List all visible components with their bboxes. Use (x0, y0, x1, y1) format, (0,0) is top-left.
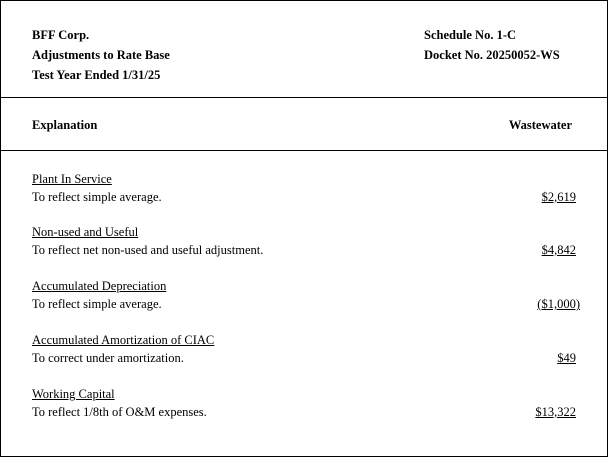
entry-title: Non-used and Useful (32, 225, 139, 239)
adjustment-entry (32, 170, 576, 206)
test-year: Test Year Ended 1/31/25 (32, 68, 161, 82)
company-name: BFF Corp. (32, 28, 90, 42)
entry-amount: $13,322 (535, 405, 576, 419)
entry-description: To reflect 1/8th of O&M expenses. (32, 405, 207, 419)
entry-description: To reflect simple average. (32, 297, 162, 311)
schedule-title: Adjustments to Rate Base (32, 48, 170, 62)
entry-title: Accumulated Depreciation (32, 279, 167, 293)
entry-description: To correct under amortization. (32, 351, 184, 365)
adjustment-entry (32, 331, 576, 367)
entry-title: Working Capital (32, 387, 115, 401)
entry-description: To reflect simple average. (32, 190, 162, 204)
entry-title: Plant In Service (32, 172, 112, 186)
adjustment-entry (32, 223, 576, 259)
entry-amount: $2,619 (541, 190, 576, 204)
header-left (32, 25, 170, 85)
docket-number: Docket No. 20250052-WS (424, 48, 560, 62)
entry-description: To reflect net non-used and useful adjustment. (32, 243, 264, 257)
schedule-number: Schedule No. 1-C (424, 28, 517, 42)
header-right (424, 25, 560, 65)
top-divider (1, 97, 607, 98)
explanation-column-header: Explanation (32, 118, 98, 132)
entry-amount: ($1,000) (537, 297, 580, 311)
wastewater-column-header: Wastewater (508, 118, 572, 132)
header-divider (1, 150, 607, 151)
adjustment-entry (32, 277, 580, 313)
entry-title: Accumulated Amortization of CIAC (32, 333, 215, 347)
entry-amount: $4,842 (541, 243, 576, 257)
entry-amount: $49 (557, 351, 576, 365)
adjustment-entry (32, 385, 576, 421)
